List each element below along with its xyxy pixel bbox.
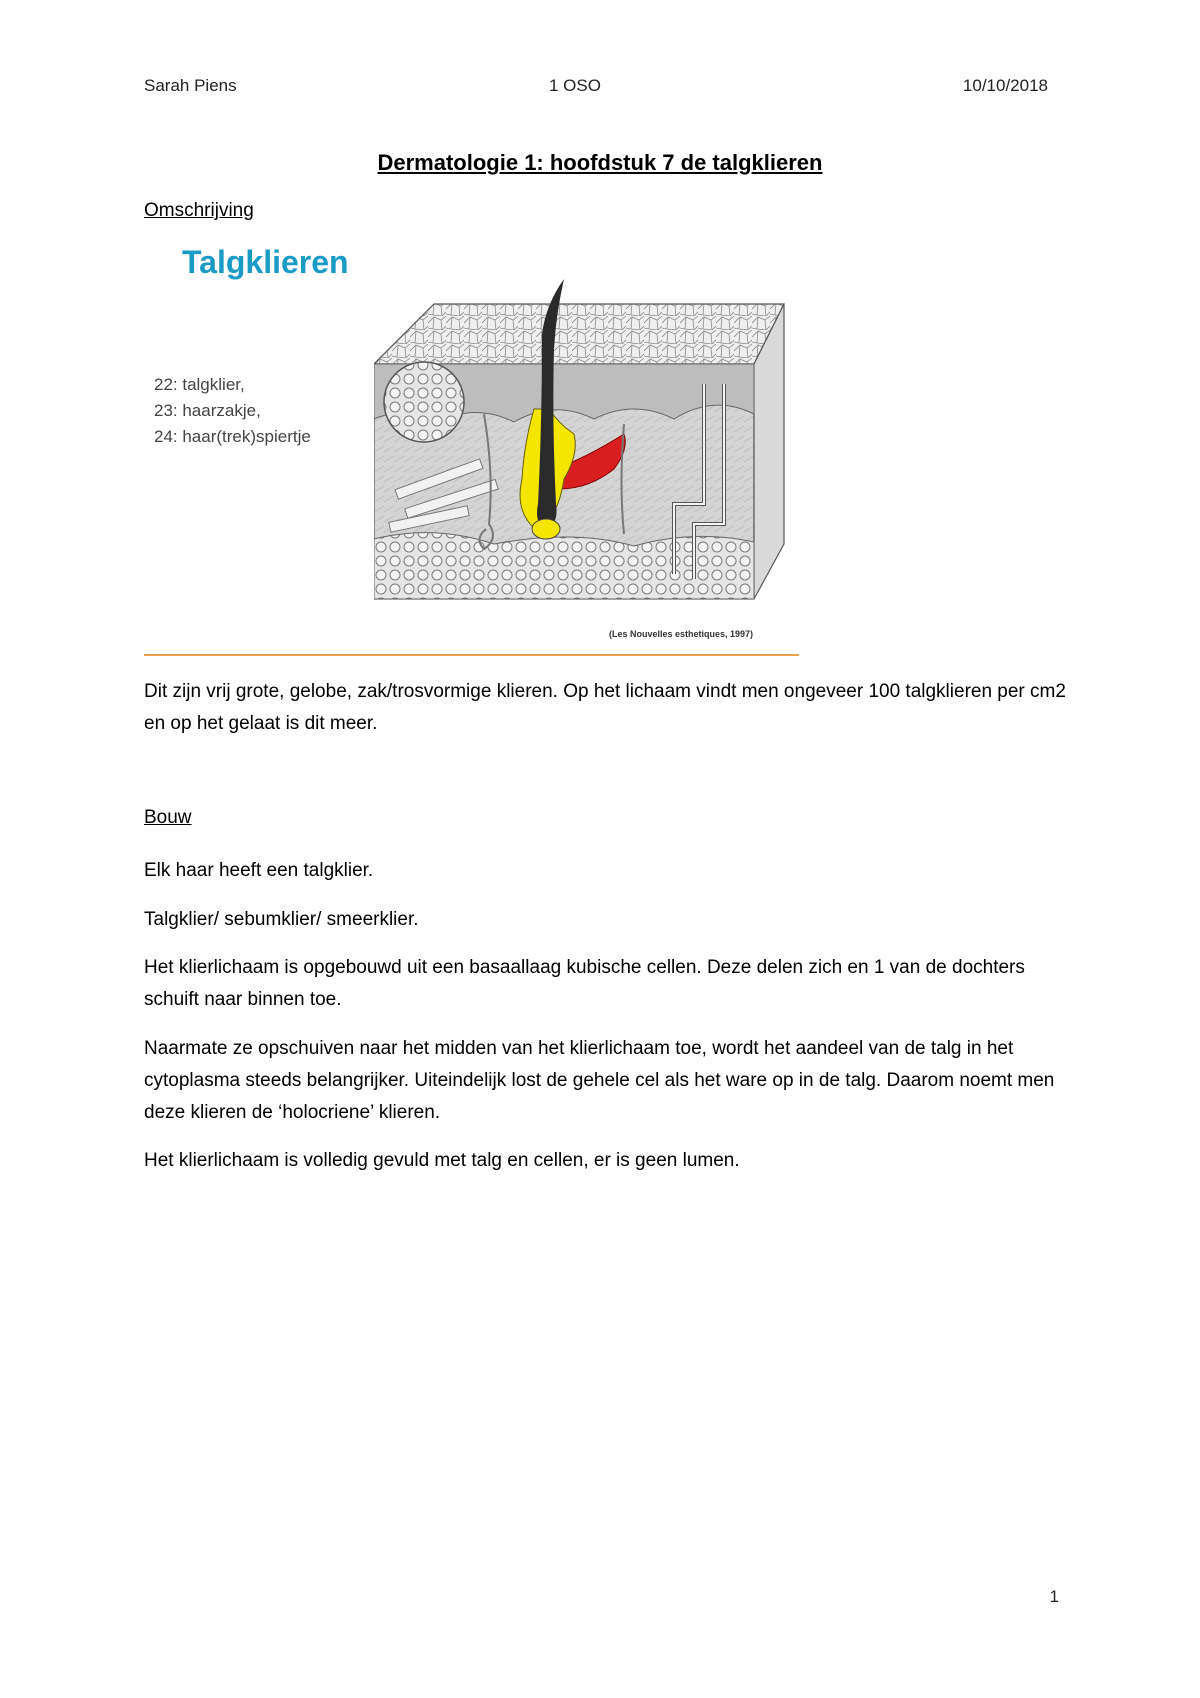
header-class: 1 OSO: [549, 76, 601, 95]
paragraph-omschrijving: Dit zijn vrij grote, gelobe, zak/trosvormige klieren. Op het lichaam vindt men ongeveer 100 talgklieren per cm2 en op het gelaat is dit meer.: [144, 681, 1066, 734]
skin-cross-section-illustration: [374, 274, 794, 624]
paragraph-bouw-1: Elk haar heeft een talgklier.: [144, 860, 374, 881]
talgklieren-figure: [144, 244, 804, 660]
figure-title: Talgklieren: [182, 244, 349, 280]
figure-credit: (Les Nouvelles esthetiques, 1997): [609, 629, 754, 639]
legend-item-talgklier: 22: talgklier,: [154, 375, 245, 394]
document-title: Dermatologie 1: hoofdstuk 7 de talgklieren: [377, 150, 823, 175]
header-date: 10/10/2018: [962, 76, 1048, 95]
page-number: 1: [1049, 1587, 1059, 1606]
legend-item-haarspiertje: 24: haar(trek)spiertje: [154, 427, 311, 446]
paragraph-bouw-2: Talgklier/ sebumklier/ smeerklier.: [144, 909, 419, 930]
figure-divider: [144, 654, 799, 656]
section-heading-bouw: Bouw: [144, 807, 192, 828]
paragraph-bouw-5: Het klierlichaam is volledig gevuld met talg en cellen, er is geen lumen.: [144, 1150, 740, 1171]
paragraph-bouw-3: Het klierlichaam is opgebouwd uit een basaallaag kubische cellen. Deze delen zich en 1 van de dochters schuift naar binnen toe.: [144, 957, 1025, 1010]
legend-item-haarzakje: 23: haarzakje,: [154, 401, 261, 420]
figure-legend: [154, 372, 311, 450]
section-heading-omschrijving: Omschrijving: [144, 200, 254, 221]
header-author: Sarah Piens: [144, 76, 237, 95]
paragraph-bouw-4: Naarmate ze opschuiven naar het midden van het klierlichaam toe, wordt het aandeel van de talg in het cytoplasma steeds belangrijker. Uiteindelijk lost de gehele cel als het ware op in de talg. Daarom noemt men deze klieren de ‘holocriene’ klieren.: [144, 1038, 1055, 1123]
